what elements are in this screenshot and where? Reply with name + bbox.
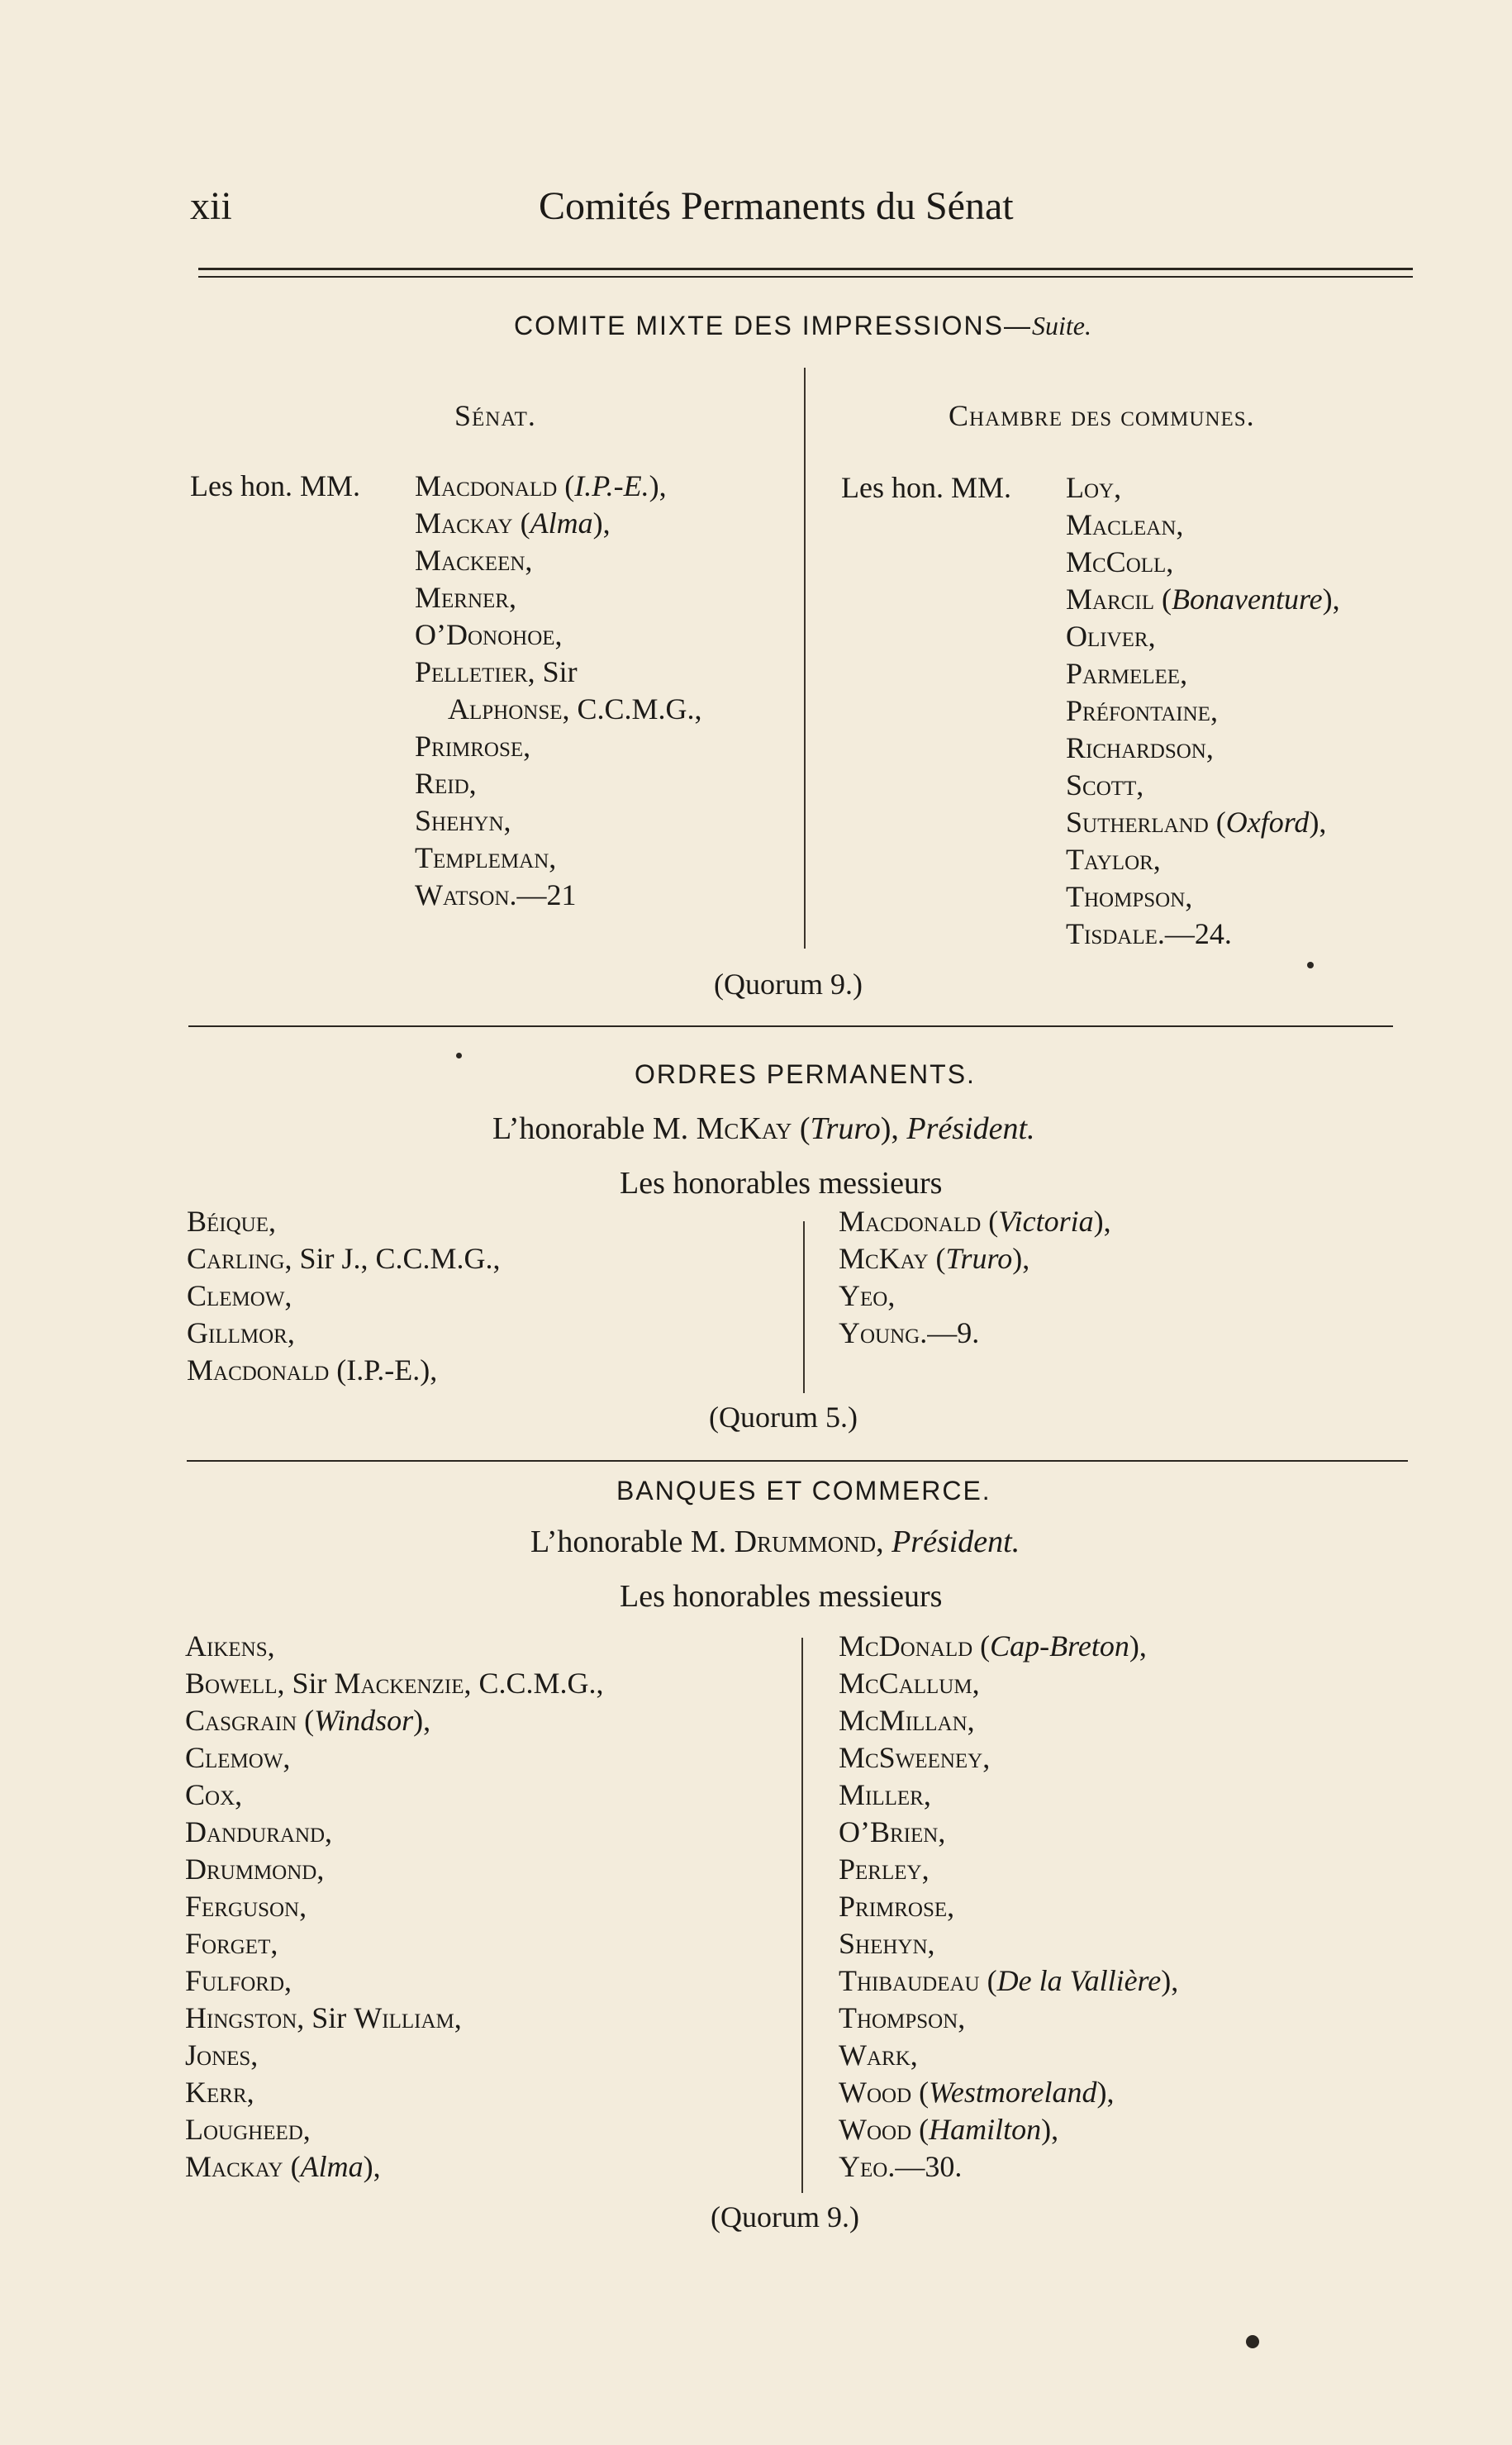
member-name: Miller,	[839, 1778, 931, 1811]
section2-chair-prefix: L’honorable M.	[492, 1111, 697, 1146]
commons-member-list	[1066, 469, 1340, 953]
member-name: McDonald	[839, 1629, 973, 1663]
member-name: Thompson,	[1066, 880, 1193, 913]
member-detail-tail: ),	[1012, 1242, 1030, 1275]
running-title: Comités Permanents du Sénat	[539, 184, 1014, 228]
ink-speck	[1246, 2335, 1259, 2348]
member-name: Maclean,	[1066, 508, 1184, 541]
member-name: Mackeen,	[415, 544, 533, 577]
member-riding: Victoria	[998, 1205, 1094, 1238]
member-name: Clemow,	[187, 1279, 292, 1312]
member-name: Béique,	[187, 1205, 276, 1238]
member-detail-tail: ),	[1093, 1205, 1111, 1238]
member-name: Clemow,	[185, 1741, 291, 1774]
member-detail-tail: ),	[413, 1704, 431, 1737]
member-entry	[839, 1888, 1178, 1925]
member-detail-tail: ),	[1041, 2113, 1059, 2146]
member-riding: Cap-Breton	[990, 1629, 1129, 1663]
member-entry	[415, 691, 702, 728]
member-name: McMillan,	[839, 1704, 975, 1737]
section2-column-divider	[803, 1221, 805, 1393]
section2-chair-title: Président.	[906, 1111, 1035, 1146]
member-entry	[185, 1888, 604, 1925]
member-entry	[839, 2037, 1178, 2074]
member-riding: Hamilton	[929, 2113, 1042, 2146]
member-name-part: William,	[354, 2001, 462, 2034]
member-name: O’Brien,	[839, 1815, 946, 1848]
section2-intro: Les honorables messieurs	[620, 1166, 943, 1201]
member-riding: Oxford	[1225, 806, 1310, 839]
member-name: Parmelee,	[1066, 657, 1188, 690]
member-riding: Windsor	[314, 1704, 414, 1737]
section2-bottom-rule	[187, 1460, 1408, 1462]
member-riding: I.P.-E.	[574, 469, 649, 502]
member-name: Pelletier,	[415, 655, 535, 688]
member-name: Préfontaine,	[1066, 694, 1218, 727]
header-double-rule-top	[198, 268, 1413, 270]
member-entry	[1066, 767, 1340, 804]
member-entry	[185, 1702, 604, 1739]
member-entry	[1066, 841, 1340, 878]
member-name: Wood	[839, 2076, 912, 2109]
member-name: Shehyn,	[839, 1927, 935, 1960]
member-name: McKay	[839, 1242, 929, 1275]
member-name: Aikens,	[185, 1629, 275, 1663]
senate-prefix: Les hon. MM.	[190, 469, 360, 502]
member-name: Lougheed,	[185, 2113, 311, 2146]
member-entry	[187, 1203, 501, 1240]
member-entry	[839, 1925, 1178, 1962]
member-name: Taylor,	[1066, 843, 1161, 876]
member-detail-tail: ),	[1322, 583, 1340, 616]
member-name: Watson.	[415, 878, 517, 911]
section3-chair	[530, 1524, 1020, 1560]
member-name: Fulford,	[185, 1964, 292, 1997]
member-name: Hingston,	[185, 2001, 305, 2034]
member-detail: (	[512, 507, 530, 540]
member-entry	[1066, 618, 1340, 655]
section3-chair-title: Président.	[892, 1525, 1020, 1559]
member-entry	[185, 1962, 604, 2000]
member-name: Kerr,	[185, 2076, 254, 2109]
member-riding: Westmoreland	[929, 2076, 1097, 2109]
member-detail: Sir	[535, 655, 578, 688]
member-entry	[839, 1851, 1178, 1888]
member-entry	[415, 579, 702, 616]
member-entry	[839, 1315, 1111, 1352]
member-entry	[839, 1702, 1178, 1739]
section3-chair-sep: ,	[876, 1525, 892, 1559]
member-name: Sutherland	[1066, 806, 1209, 839]
member-name: Oliver,	[1066, 620, 1156, 653]
member-name: Carling,	[187, 1242, 292, 1275]
member-detail-tail: ),	[1096, 2076, 1115, 2109]
member-entry	[415, 728, 702, 765]
member-entry	[839, 1777, 1178, 1814]
page-number: xii	[190, 184, 232, 228]
member-detail: (	[1154, 583, 1172, 616]
member-entry	[839, 1628, 1178, 1665]
member-name: Yeo,	[839, 1279, 896, 1312]
member-entry	[839, 1814, 1178, 1851]
member-name: Ferguson,	[185, 1890, 307, 1923]
member-detail: —24.	[1164, 917, 1232, 950]
member-name: Thompson,	[839, 2001, 966, 2034]
section1-heading-text: COMITE MIXTE DES IMPRESSIONS—	[514, 311, 1032, 340]
commons-prefix: Les hon. MM.	[841, 471, 1011, 504]
section3-column-divider	[801, 1638, 803, 2193]
member-name: Gillmor,	[187, 1316, 295, 1349]
member-entry	[1066, 692, 1340, 730]
member-name: Bowell,	[185, 1667, 285, 1700]
member-detail: (	[283, 2150, 301, 2183]
member-detail: —9.	[927, 1316, 980, 1349]
member-detail-tail: ),	[592, 507, 611, 540]
member-entry	[415, 877, 702, 914]
member-detail: (	[928, 1242, 946, 1275]
section3-heading: BANQUES ET COMMERCE.	[616, 1476, 991, 1506]
member-name: Yeo.	[839, 2150, 896, 2183]
member-entry	[187, 1277, 501, 1315]
senate-member-list	[415, 468, 702, 914]
member-entry	[415, 765, 702, 802]
member-name: Wark,	[839, 2038, 918, 2072]
section2-right-list	[839, 1203, 1111, 1352]
member-detail-tail: ),	[363, 2150, 381, 2183]
member-entry	[1066, 730, 1340, 767]
member-detail: Sir	[304, 2001, 354, 2034]
section1-bottom-rule	[188, 1025, 1393, 1027]
member-detail: (	[981, 1205, 999, 1238]
member-name: Casgrain	[185, 1704, 297, 1737]
member-riding: Alma	[300, 2150, 364, 2183]
member-entry	[415, 616, 702, 654]
member-entry	[839, 2000, 1178, 2037]
ink-speck	[456, 1053, 462, 1058]
member-entry	[187, 1240, 501, 1277]
member-name: Jones,	[185, 2038, 259, 2072]
member-detail-tail: ),	[1161, 1964, 1179, 1997]
member-name: Alphonse,	[448, 692, 570, 725]
member-name: Tisdale.	[1066, 917, 1165, 950]
member-entry	[839, 1665, 1178, 1702]
member-entry	[185, 1925, 604, 1962]
member-name: Mackay	[415, 507, 513, 540]
member-name: Primrose,	[839, 1890, 955, 1923]
member-detail: (	[979, 1964, 997, 1997]
member-entry	[415, 802, 702, 840]
member-entry	[185, 1851, 604, 1888]
member-name: Perley,	[839, 1853, 930, 1886]
section1-column-divider	[804, 368, 806, 949]
member-entry	[187, 1315, 501, 1352]
member-entry	[185, 1777, 604, 1814]
member-riding: Bonaventure	[1172, 583, 1323, 616]
section2-chair-name: McKay	[696, 1111, 792, 1146]
member-detail: (	[972, 1629, 991, 1663]
member-entry	[1066, 878, 1340, 916]
member-entry	[415, 468, 702, 505]
section3-left-list	[185, 1628, 604, 2186]
member-name: Merner,	[415, 581, 516, 614]
member-detail: (I.P.-E.),	[329, 1353, 438, 1387]
member-entry	[839, 1240, 1111, 1277]
member-detail: C.C.M.G.,	[471, 1667, 604, 1700]
member-name: Marcil	[1066, 583, 1155, 616]
section2-heading: ORDRES PERMANENTS.	[635, 1059, 976, 1089]
ink-speck	[1307, 962, 1314, 968]
member-name: Scott,	[1066, 768, 1144, 802]
member-detail: C.C.M.G.,	[569, 692, 702, 725]
member-detail: (	[1208, 806, 1226, 839]
member-name: Dandurand,	[185, 1815, 333, 1848]
member-name: Richardson,	[1066, 731, 1214, 764]
member-entry	[185, 2074, 604, 2111]
member-entry	[185, 2037, 604, 2074]
member-entry	[839, 2111, 1178, 2148]
member-entry	[415, 654, 702, 691]
member-riding: De la Vallière	[996, 1964, 1162, 1997]
section2-left-list	[187, 1203, 501, 1389]
member-name: Forget,	[185, 1927, 278, 1960]
member-entry	[839, 2148, 1178, 2186]
member-entry	[839, 1277, 1111, 1315]
member-entry	[839, 1203, 1111, 1240]
member-entry	[415, 505, 702, 542]
section3-intro: Les honorables messieurs	[620, 1579, 943, 1614]
member-name: McCallum,	[839, 1667, 980, 1700]
member-detail-tail: ),	[1129, 1629, 1147, 1663]
member-detail: —21	[516, 878, 577, 911]
section2-chair	[492, 1111, 1035, 1147]
member-entry	[839, 1739, 1178, 1777]
member-entry	[1066, 655, 1340, 692]
member-detail: —30.	[895, 2150, 963, 2183]
member-riding: Truro	[945, 1242, 1013, 1275]
member-detail: (	[911, 2076, 930, 2109]
member-detail-tail: ),	[649, 469, 667, 502]
member-name: Young.	[839, 1316, 928, 1349]
member-name: Primrose,	[415, 730, 531, 763]
member-entry	[839, 1962, 1178, 2000]
section3-quorum: (Quorum 9.)	[711, 2200, 859, 2233]
section2-quorum: (Quorum 5.)	[709, 1401, 858, 1434]
member-entry	[1066, 469, 1340, 507]
member-entry	[185, 1665, 604, 1702]
member-name: Reid,	[415, 767, 477, 800]
member-name: Mackay	[185, 2150, 283, 2183]
member-detail: Sir	[284, 1667, 335, 1700]
member-entry	[185, 2111, 604, 2148]
member-detail: (	[297, 1704, 315, 1737]
member-name: Thibaudeau	[839, 1964, 980, 1997]
member-entry	[839, 2074, 1178, 2111]
header-double-rule-bottom	[198, 276, 1413, 278]
member-detail-tail: ),	[1309, 806, 1327, 839]
member-entry	[185, 1814, 604, 1851]
member-entry	[185, 2148, 604, 2186]
section1-heading-suite: Suite.	[1031, 311, 1091, 340]
member-name: McColl,	[1066, 545, 1174, 578]
member-name: Macdonald	[415, 469, 558, 502]
member-entry	[1066, 507, 1340, 544]
member-name: Loy,	[1066, 471, 1122, 504]
member-detail: (	[557, 469, 575, 502]
section2-chair-paren-open: (	[792, 1111, 811, 1146]
senate-column-title: Sénat.	[454, 399, 536, 432]
member-entry	[185, 1739, 604, 1777]
section3-chair-prefix: L’honorable M.	[530, 1525, 735, 1559]
member-detail: Sir J., C.C.M.G.,	[292, 1242, 501, 1275]
member-entry	[415, 840, 702, 877]
member-name: Macdonald	[839, 1205, 982, 1238]
section2-chair-paren-close: ),	[880, 1111, 907, 1146]
member-entry	[1066, 581, 1340, 618]
member-entry	[1066, 916, 1340, 953]
member-entry	[1066, 804, 1340, 841]
member-name: Macdonald	[187, 1353, 330, 1387]
member-name: Wood	[839, 2113, 912, 2146]
section3-right-list	[839, 1628, 1178, 2186]
member-entry	[187, 1352, 501, 1389]
member-name: O’Donohoe,	[415, 618, 563, 651]
member-entry	[1066, 544, 1340, 581]
member-detail: (	[911, 2113, 930, 2146]
member-entry	[415, 542, 702, 579]
member-riding: Alma	[530, 507, 593, 540]
commons-column-title: Chambre des communes.	[949, 399, 1255, 432]
section3-chair-name: Drummond	[734, 1525, 877, 1559]
section2-chair-place: Truro	[810, 1111, 881, 1146]
member-name: Shehyn,	[415, 804, 511, 837]
member-entry	[185, 2000, 604, 2037]
member-name: Drummond,	[185, 1853, 325, 1886]
member-name: Templeman,	[415, 841, 557, 874]
section1-heading	[514, 311, 1091, 341]
member-name-part: Mackenzie,	[334, 1667, 472, 1700]
section1-quorum: (Quorum 9.)	[714, 968, 863, 1001]
member-entry	[185, 1628, 604, 1665]
member-name: McSweeney,	[839, 1741, 991, 1774]
member-name: Cox,	[185, 1778, 243, 1811]
